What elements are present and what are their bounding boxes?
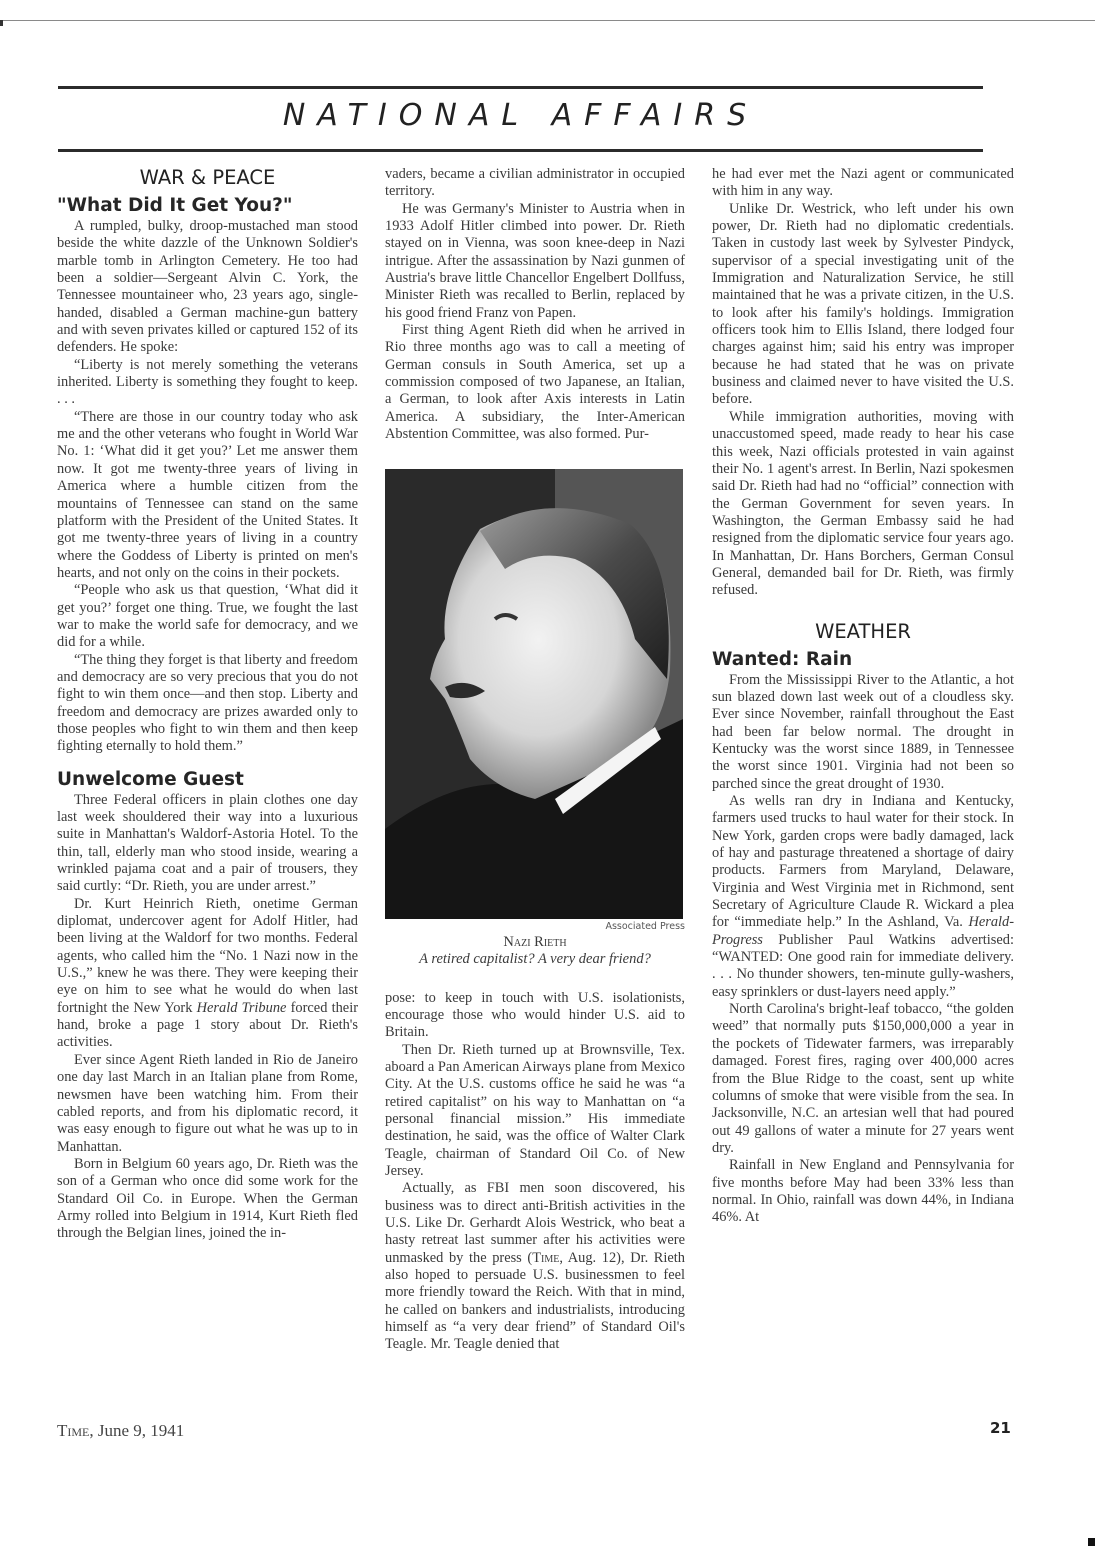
- footer-publication-name: Time: [57, 1421, 90, 1440]
- paragraph: Then Dr. Rieth turned up at Brownsville, Tex. aboard a Pan American Airways plane from Mexico City. At the U.S. customs office he said he was “a retired capitalist” on his way to Manhattan on “a personal financial mission.” His immediate destination, he said, was the office of Walter Clark Teagle, chairman of Standard Oil Co. of New Jersey.: [385, 1041, 685, 1179]
- story-headline-wanted-rain: Wanted: Rain: [712, 648, 853, 670]
- paragraph: Born in Belgium 60 years ago, Dr. Rieth was the son of a German who once did some work for the Standard Oil Co. in Europe. When the German Army rolled into Belgium in 1914, Kurt Rieth fled through the Belgian lines, joined the in-: [57, 1155, 358, 1242]
- photo-caption-subtitle: A retired capitalist? A very dear friend?: [419, 950, 651, 967]
- column-left: [57, 166, 358, 1243]
- paragraph: From the Mississippi River to the Atlantic, a hot sun blazed down last week out of a cloudless sky. Ever since November, rainfall throughout the East had been far below normal. The drought in Kentucky was the worst since 1889, in Tennessee the worst since 1901. Virginia had not been so parched since the great drought of 1930.: [712, 671, 1014, 792]
- department-heading-war-peace: WAR & PEACE: [139, 166, 276, 189]
- paragraph: First thing Agent Rieth did when he arrived in Rio three months ago was to call a meeting of German consuls in South America, set up a commission composed of two Japanese, an Italian, a German, to look after Axis interests in Latin America. A subsidiary, the Inter-American Abstention Committee, was also formed. Pur-: [385, 322, 685, 443]
- paragraph-text: Publisher Paul Watkins advertised: “WANTED: One good rain for immediate delivery. . . . No thunder showers, ten-minute gully-washers, easy sprinklers or dust-layers need apply.”: [712, 931, 1014, 1000]
- paragraph-text: , Aug. 12), Dr. Rieth also hoped to persuade U.S. businessmen to feel more friendly toward the Reich. With that in mind, he called on bankers and industrialists, introducing himself as “a very dear friend” of Standard Oil's Teagle. Mr. Teagle denied that: [385, 1249, 685, 1353]
- paragraph: Ever since Agent Rieth landed in Rio de Janeiro one day last March in an Italian plane from Rome, newsmen have been watching him. From their cabled reports, and from his diplomatic record, it was easy enough to figure out what he was up to in Manhattan.: [57, 1051, 358, 1155]
- column-middle: [385, 166, 685, 1354]
- section-header-bottom-rule: [58, 149, 983, 152]
- paragraph: pose: to keep in touch with U.S. isolationists, encourage those who would hinder U.S. aid to Britain.: [385, 989, 685, 1041]
- paragraph: Unlike Dr. Westrick, who left under his own power, Dr. Rieth had no diplomatic credentials. Taken in custody last week by Sylvester Pindyck, supervisor of a special investigating unit of the Immigration and Naturalization Service, he still maintained that he was a private citizen, in the U.S. to look after his family's holdings. Immigration officers took him to Ellis Island, there lodged four charges against him; said his entry was improper because he had stated that he was on private business and claimed never to have visited the U.S. before.: [712, 200, 1014, 408]
- photo-caption-name: Nazi Rieth: [503, 933, 567, 950]
- photo-credit: Associated Press: [605, 920, 685, 932]
- scan-edge-mark: [1088, 1538, 1095, 1546]
- page-top-edge-rule: [0, 20, 1095, 21]
- magazine-name-reference: Time: [532, 1249, 560, 1266]
- newspaper-title-italic: Herald Tribune: [196, 999, 287, 1016]
- paragraph: “There are those in our country today who ask me and the other veterans who fought in World War No. 1: ‘What did it get you?’ Let me answer them now. It got me twenty-three years of living in America where a humble citizen from the mountains of Tennessee can stand on the same platform with the President of the United States. It got me twenty-three years of living in a country where the Goddess of Liberty is printed on men's hearts, and not only on the coins in their pockets.: [57, 408, 358, 581]
- footer-date: , June 9, 1941: [89, 1421, 185, 1440]
- paragraph: Rainfall in New England and Pennsylvania for five months before May had been 33% less than normal. In Ohio, rainfall was down 44%, in Indiana 46%. At: [712, 1157, 1014, 1226]
- portrait-silhouette-icon: [385, 469, 683, 919]
- department-heading-weather: WEATHER: [815, 619, 911, 643]
- paragraph-text: Actually, as FBI men soon discovered, his business was to direct anti-British activities in the U.S. Like Dr. Gerhardt Alois Westrick, who beat a hasty retreat last summer after his activities were unmasked by the press (: [385, 1180, 685, 1266]
- paragraph: [385, 1180, 685, 1353]
- portrait-photo: [385, 469, 683, 919]
- section-header-top-rule: [58, 86, 983, 89]
- paragraph: [712, 793, 1014, 1001]
- page-corner-mark: [0, 20, 3, 26]
- paragraph-text: Dr. Kurt Heinrich Rieth, onetime German diplomat, undercover agent for Adolf Hitler, had been living at the Waldorf for two months. Federal agents, who called him the “No. 1 Nazi now in the U.S.,” knew he was there. They were keeping their eye on him to see what he would do when last fortnight the New York: [57, 895, 358, 1016]
- paragraph: [57, 896, 358, 1052]
- paragraph: North Carolina's bright-leaf tobacco, “the golden weed” that normally puts $150,000,000 a year in the pockets of Tidewater farmers, was irreparably damaged. Forest fires, raging over 400,000 acres from the Blue Ridge to the coast, sent up white columns of smoke that were visible from the sea. In Jacksonville, N.C. an artesian well that had poured out 49 gallons of water a minute for 27 years went dry.: [712, 1001, 1014, 1156]
- paragraph: “People who ask us that question, ‘What did it get you?’ forget one thing. True, we fought the last war to make the world safe for democracy, and we did for a while.: [57, 582, 358, 651]
- paragraph: he had ever met the Nazi agent or communicated with him in any way.: [712, 166, 1014, 200]
- paragraph-text: forced their hand, broke a page 1 story about Dr. Rieth's activities.: [57, 999, 358, 1051]
- paragraph-text: As wells ran dry in Indiana and Kentucky, farmers used trucks to haul water for their stock. In New York, garden crops were badly damaged, lack of hay and pasturage threatened a shortage of dairy products. Farmers from Maryland, Delaware, Virginia and West Virginia met in Richmond, sent Secretary of Agriculture Claude R. Wickard a plea for “immediate help.” In the Ashland, Va.: [712, 793, 1014, 931]
- paragraph: While immigration authorities, moving with unaccustomed speed, made ready to hear his case this week, Nazi officials protested in vain against their No. 1 agent's arrest. In Berlin, Nazi spokesmen said Dr. Rieth had had no “official” connection with the German Government for seven years. In Washington, the German Embassy said he had resigned from the diplomatic service four years ago. In Manhattan, Dr. Hans Borchers, German Consul General, demanded bail for Dr. Rieth, was firmly refused.: [712, 408, 1014, 599]
- column-right: [712, 166, 1014, 1227]
- paragraph: A rumpled, bulky, droop-mustached man stood beside the white dazzle of the Unknown Soldier's marble tomb in Arlington Cemetery. He too had been a soldier—Sergeant Alvin C. York, the Tennessee mountaineer who, 23 years ago, single-handed, disabled a German machine-gun battery and with seven privates killed or captured 152 of its defenders. He spoke:: [57, 218, 358, 356]
- paragraph: Three Federal officers in plain clothes one day last week shouldered their way into a luxurious suite in Manhattan's Waldorf-Astoria Hotel. To the thin, tall, elderly man who stood inside, wearing a wrinkled pajama coat and a pair of trousers, they said curtly: “Dr. Rieth, you are under arrest.”: [57, 791, 358, 895]
- footer-publication-date: [57, 1421, 184, 1441]
- newspaper-title-italic: Herald-Progress: [712, 914, 1014, 948]
- section-title: NATIONAL AFFAIRS: [282, 98, 759, 133]
- page-number: 21: [990, 1419, 1011, 1437]
- paragraph: “The thing they forget is that liberty and freedom and democracy are so very precious that you do not fight to win them once—and then stop. Liberty and freedom and democracy are prizes awarded only to those peoples who fight to win them and then keep fighting eternally to hold them.”: [57, 651, 358, 755]
- story-headline-unwelcome-guest: Unwelcome Guest: [57, 768, 244, 790]
- paragraph: vaders, became a civilian administrator in occupied territory.: [385, 166, 685, 200]
- paragraph: “Liberty is not merely something the veterans inherited. Liberty is something they fought to keep. . . .: [57, 356, 358, 408]
- paragraph: He was Germany's Minister to Austria when in 1933 Adolf Hitler climbed into power. Dr. Rieth stayed on in Vienna, was soon knee-deep in Nazi intrigue. After the assassination by Nazi gunmen of Austria's brave little Chancellor Engelbert Dollfuss, Minister Rieth was recalled to Berlin, replaced by his good friend Franz von Papen.: [385, 200, 685, 321]
- story-headline-what-did-it-get-you: "What Did It Get You?": [57, 195, 293, 216]
